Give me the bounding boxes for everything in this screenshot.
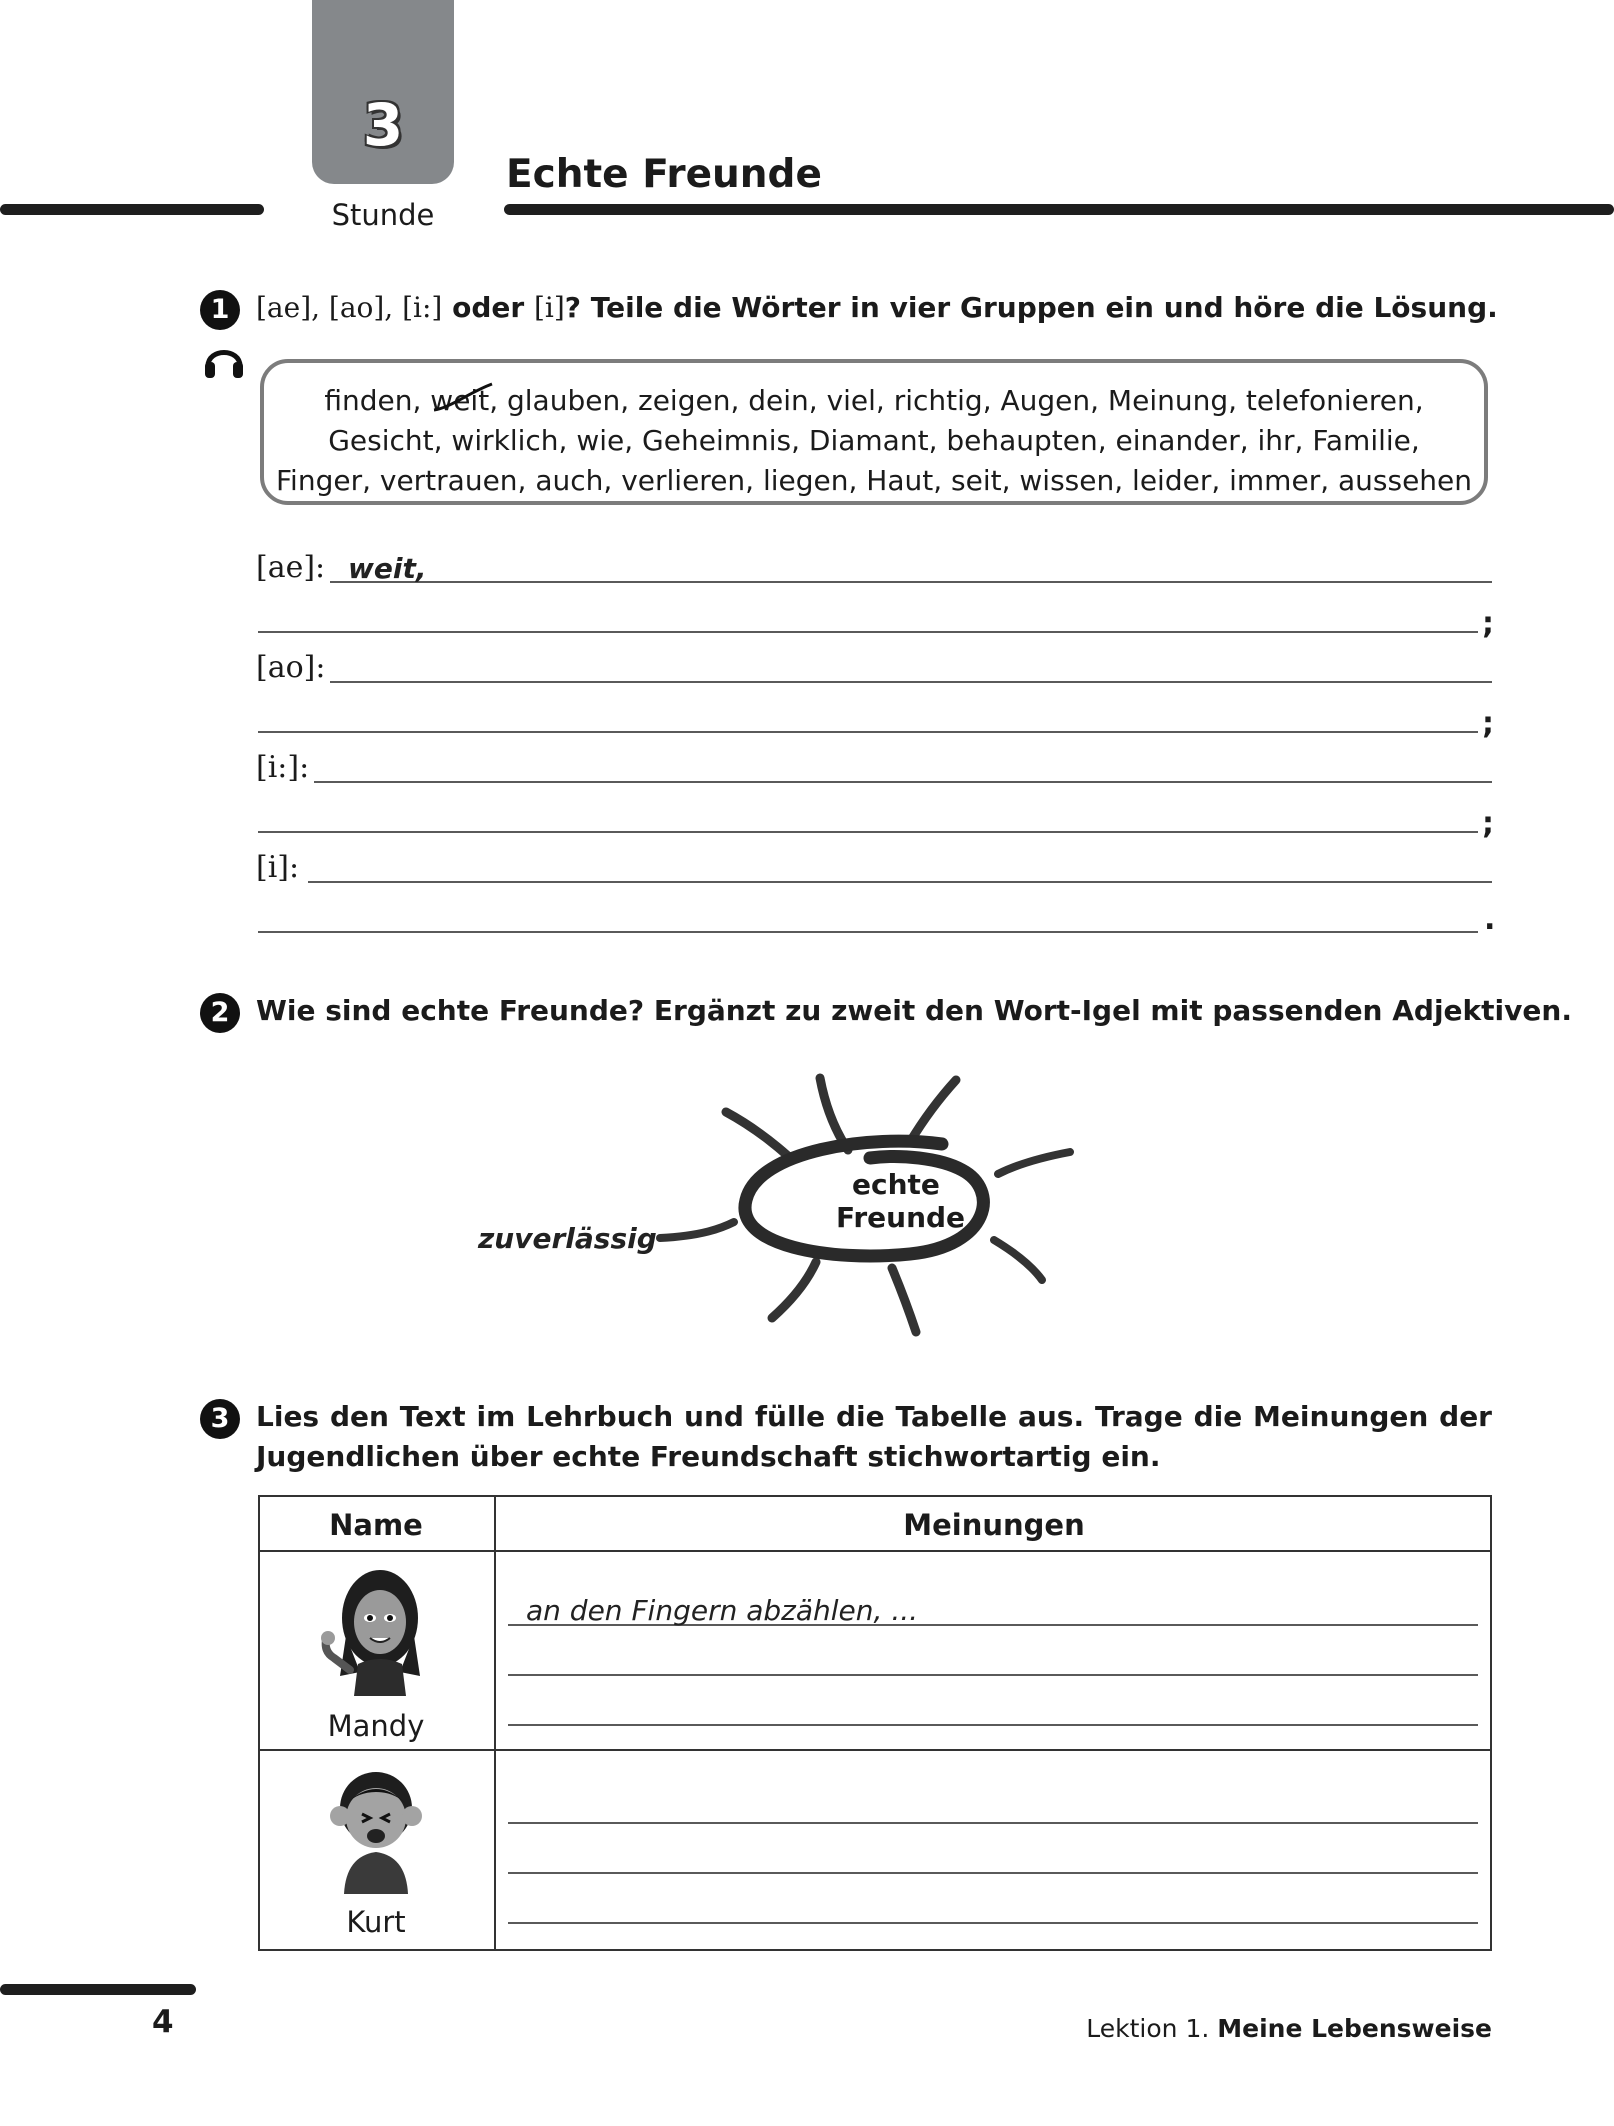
task1-ipa: [ae], [ao], [i:] bbox=[256, 291, 443, 324]
group-label-i: [i]: bbox=[256, 850, 300, 885]
answer-line[interactable] bbox=[508, 1674, 1478, 1676]
lesson-label: Stunde bbox=[331, 198, 435, 232]
answer-line[interactable] bbox=[258, 831, 1478, 833]
struck-word: weit bbox=[430, 384, 489, 417]
task2-number: 2 bbox=[200, 993, 240, 1033]
mandy-avatar bbox=[320, 1566, 430, 1696]
answer-line[interactable] bbox=[508, 1872, 1478, 1874]
word-line-3: Finger, vertrauen, auch, verlieren, liegen, Haut, seit, wissen, leider, immer, aussehen bbox=[275, 464, 1473, 497]
hedgehog-example: zuverlässig bbox=[478, 1222, 657, 1255]
header-rule-left bbox=[0, 204, 264, 215]
answer-line[interactable] bbox=[258, 731, 1478, 733]
footer-rule bbox=[0, 1984, 196, 1995]
name-mandy: Mandy bbox=[327, 1709, 425, 1743]
word-line-1: finden, weit , glauben, zeigen, dein, viel, richtig, Augen, Meinung, telefonieren, bbox=[264, 381, 1484, 421]
answer-line[interactable] bbox=[258, 631, 1478, 633]
answer-line[interactable] bbox=[508, 1922, 1478, 1924]
task1-or: oder bbox=[452, 291, 525, 324]
table-row-divider bbox=[258, 1550, 1492, 1552]
kurt-avatar bbox=[324, 1764, 428, 1894]
line-end-punct: ; bbox=[1482, 706, 1494, 741]
table-row-divider bbox=[258, 1749, 1492, 1751]
strikethrough-mark bbox=[430, 380, 494, 420]
page-title: Echte Freunde bbox=[506, 152, 822, 197]
group-label-ae: [ae]: bbox=[256, 550, 326, 585]
line-end-punct: ; bbox=[1482, 806, 1494, 841]
task1-ipa2: [i] bbox=[533, 291, 565, 324]
answer-ae: weit, bbox=[348, 552, 427, 585]
answer-line[interactable] bbox=[330, 681, 1492, 683]
word-box bbox=[260, 359, 1488, 505]
footer-lesson: Lektion 1. Meine Lebensweise bbox=[1086, 2014, 1492, 2043]
answer-line[interactable] bbox=[314, 781, 1492, 783]
answer-line[interactable] bbox=[508, 1724, 1478, 1726]
table-column-divider bbox=[494, 1495, 496, 1951]
line-end-punct: . bbox=[1484, 902, 1496, 937]
task3-instruction-1: Lies den Text im Lehrbuch und fülle die Tabelle aus. Trage die Meinungen der bbox=[256, 1400, 1492, 1433]
word-line-2: Gesicht, wirklich, wie, Geheimnis, Diamant, behaupten, einander, ihr, Familie, bbox=[328, 424, 1420, 457]
mandy-answer: an den Fingern abzählen, ... bbox=[526, 1594, 919, 1627]
answer-line[interactable] bbox=[258, 931, 1478, 933]
header-rule-right bbox=[504, 204, 1614, 215]
task3-number: 3 bbox=[200, 1399, 240, 1439]
page-number: 4 bbox=[152, 2004, 174, 2040]
line-end-punct: ; bbox=[1482, 606, 1494, 641]
table-header-opinions: Meinungen bbox=[903, 1508, 1085, 1542]
answer-line[interactable] bbox=[330, 581, 1492, 583]
lesson-number: 3 bbox=[362, 91, 404, 159]
table-header-name: Name bbox=[329, 1508, 423, 1542]
hedgehog-center-2: Freunde bbox=[836, 1201, 966, 1234]
task2-instruction: Wie sind echte Freunde? Ergänzt zu zweit den Wort-Igel mit passenden Adjektiven. bbox=[256, 994, 1572, 1027]
answer-line[interactable] bbox=[508, 1822, 1478, 1824]
headphones-icon bbox=[202, 338, 246, 382]
group-label-ao: [ao]: bbox=[256, 650, 326, 685]
task1-rest: ? Teile die Wörter in vier Gruppen ein und höre die Lösung. bbox=[564, 291, 1498, 324]
hedgehog-center-1: echte bbox=[852, 1168, 940, 1201]
task1-instruction bbox=[256, 291, 1498, 324]
task1-number: 1 bbox=[200, 290, 240, 330]
answer-line[interactable] bbox=[308, 881, 1492, 883]
group-label-i-long: [i:]: bbox=[256, 750, 310, 785]
name-kurt: Kurt bbox=[346, 1905, 406, 1939]
task3-instruction-2: Jugendlichen über echte Freundschaft stichwortartig ein. bbox=[256, 1440, 1161, 1473]
